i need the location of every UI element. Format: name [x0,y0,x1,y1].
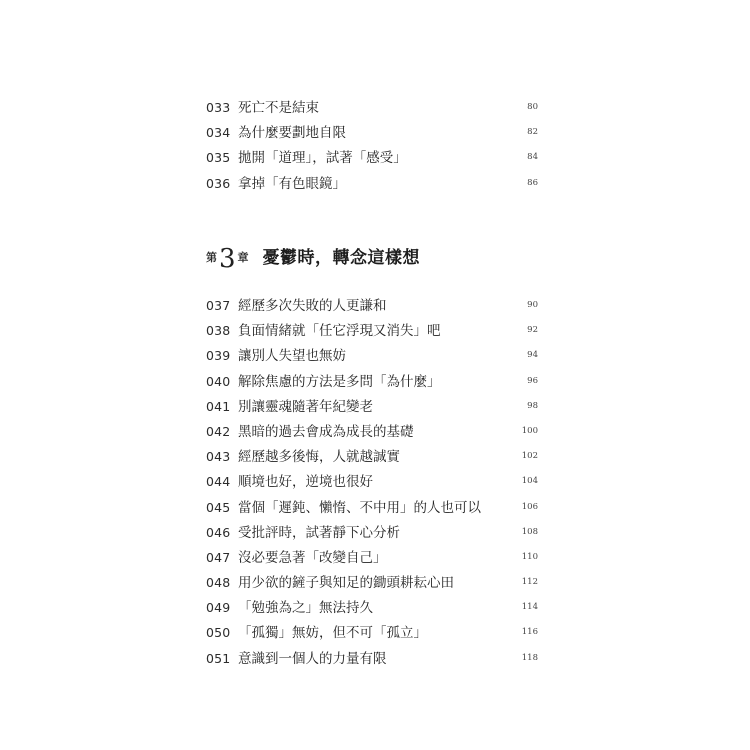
toc-entry [206,648,538,673]
entry-page: 84 [527,152,538,163]
entry-page: 100 [521,425,538,436]
entry-number: 040 [206,373,231,389]
entry-page: 96 [527,375,538,386]
entry-number: 033 [206,100,231,115]
entry-number: 034 [206,125,231,141]
entry-page: 118 [521,652,538,663]
entry-number: 041 [206,398,231,414]
toc-entry [206,471,538,496]
entry-page: 106 [521,501,538,512]
chapter-prefix: 第 [206,251,217,264]
entry-title: 經歷越多後悔，人就越誠實 [238,449,400,466]
entry-title: 「孤獨」無妨，但不可「孤立」 [238,625,427,642]
toc-entry [206,522,538,547]
entry-page: 108 [521,526,538,537]
toc-entry [206,421,538,446]
entry-number: 050 [206,625,231,641]
entry-page: 114 [521,602,538,613]
entry-number: 051 [206,650,231,666]
toc-entry [206,345,538,370]
entry-number: 039 [206,348,231,364]
toc-entry [206,622,538,647]
entry-page: 110 [521,551,538,562]
entry-number: 049 [206,600,231,616]
entry-page: 116 [521,627,538,638]
toc-entry [206,371,538,396]
entry-number: 045 [206,499,231,515]
entry-title: 順境也好，逆境也很好 [238,474,373,491]
entry-page: 104 [521,476,538,487]
entry-title: 死亡不是結束 [238,100,319,116]
entry-title: 「勉強為之」無法持久 [238,600,373,617]
toc-entry [206,497,538,522]
entry-number: 036 [206,175,231,191]
entry-title: 讓別人失望也無妨 [238,348,346,365]
entry-number: 038 [206,323,231,339]
chapter-title: 憂鬱時，轉念這樣想 [262,248,421,268]
entry-page: 92 [527,325,538,336]
entry-title: 解除焦慮的方法是多問「為什麼」 [238,373,441,390]
chapter-suffix: 章 [237,251,249,264]
entry-title: 受批評時，試著靜下心分析 [238,524,400,541]
entry-page: 94 [527,350,538,361]
entry-page: 90 [527,300,538,310]
toc-entry [206,396,538,421]
entry-title: 為什麼要劃地自限 [238,125,346,142]
chapter-number: 3 [219,244,236,274]
entry-page: 82 [527,127,538,138]
toc-section-top [206,97,538,198]
entry-title: 拿掉「有色眼鏡」 [238,175,346,192]
entry-page: 86 [527,177,538,188]
entry-number: 044 [206,474,231,490]
toc-entry [206,547,538,572]
entry-title: 意識到一個人的力量有限 [238,650,387,667]
entry-title: 負面情緒就「任它浮現又消失」吧 [238,323,441,340]
entry-number: 042 [206,423,231,439]
entry-title: 當個「遲鈍、懶惰、不中用」的人也可以 [238,499,481,516]
toc-section-chapter-3 [206,295,538,673]
entry-title: 拋開「道理」，試著「感受」 [238,150,407,167]
entry-page: 80 [527,102,538,112]
toc-entry [206,320,538,345]
entry-page: 98 [527,400,538,411]
entry-title: 別讓靈魂隨著年紀變老 [238,398,373,415]
entry-number: 048 [206,575,231,591]
toc-entry [206,572,538,597]
entry-title: 用少欲的鏟子與知足的鋤頭耕耘心田 [238,575,454,592]
entry-number: 035 [206,150,231,166]
toc-entry [206,122,538,147]
entry-number: 043 [206,449,231,465]
toc-entry [206,147,538,172]
entry-number: 047 [206,549,231,565]
toc-entry [206,597,538,622]
toc-entry [206,295,538,320]
toc-entry [206,446,538,471]
toc-entry [206,97,538,122]
toc-entry [206,173,538,198]
entry-title: 沒必要急著「改變自己」 [238,549,387,566]
chapter-heading [206,243,420,275]
entry-number: 037 [206,298,231,313]
entry-page: 102 [521,451,538,462]
entry-title: 經歷多次失敗的人更謙和 [238,298,387,314]
entry-page: 112 [521,577,538,588]
entry-number: 046 [206,524,231,540]
entry-title: 黑暗的過去會成為成長的基礎 [238,423,414,440]
